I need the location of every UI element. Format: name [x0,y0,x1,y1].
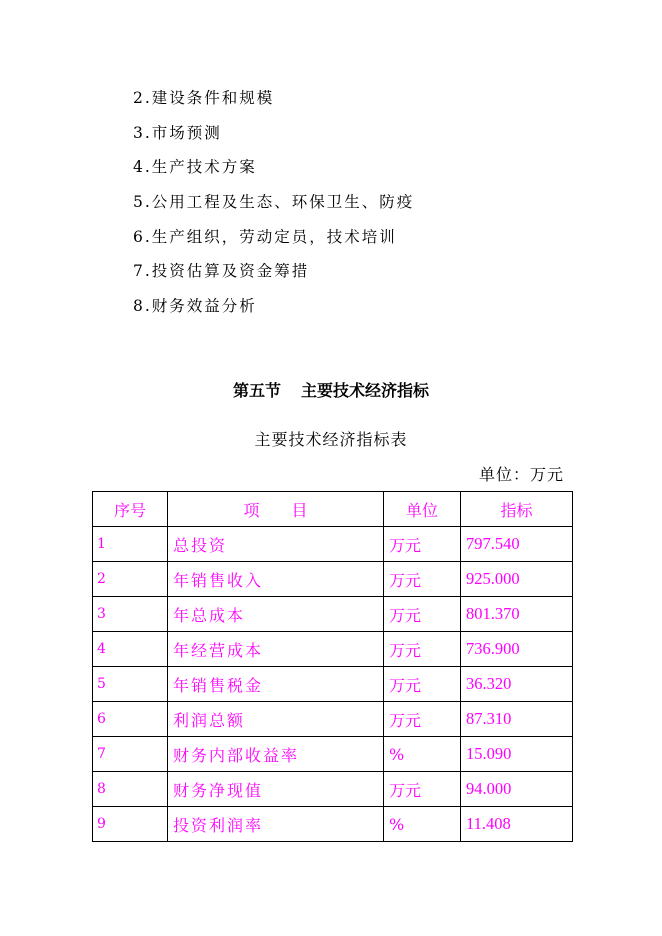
table-row [93,562,573,597]
table-header-row [93,492,573,527]
row-no: 2 [93,562,168,597]
list-item: 3.市场预测 [133,123,222,142]
row-item: 财务内部收益率 [168,737,384,772]
row-item: 年经营成本 [168,632,384,667]
outline-list [133,84,414,327]
row-value: 797.540 [461,527,573,562]
row-no: 8 [93,772,168,807]
row-value: 15.090 [461,737,573,772]
table-row [93,597,573,632]
row-value: 94.000 [461,772,573,807]
row-item: 年总成本 [168,597,384,632]
table-row [93,632,573,667]
list-item: 6.生产组织，劳动定员，技术培训 [133,227,397,246]
row-unit: 万元 [384,772,461,807]
row-no: 7 [93,737,168,772]
table-row [93,737,573,772]
row-no: 9 [93,807,168,842]
list-item: 4.生产技术方案 [133,158,257,177]
row-no: 4 [93,632,168,667]
header-item: 项 目 [168,492,384,527]
row-item: 总投资 [168,527,384,562]
row-no: 6 [93,702,168,737]
row-unit: 万元 [384,667,461,702]
table-row [93,667,573,702]
row-item: 投资利润率 [168,807,384,842]
row-value: 11.408 [461,807,573,842]
header-no: 序号 [93,492,168,527]
table-row [93,772,573,807]
header-unit: 单位 [384,492,461,527]
section-title: 主要技术经济指标 [301,381,430,400]
row-no: 5 [93,667,168,702]
table-title: 主要技术经济指标表 [254,430,408,449]
table-row [93,527,573,562]
row-no: 1 [93,527,168,562]
row-unit: 万元 [384,597,461,632]
row-no: 3 [93,597,168,632]
unit-note: 单位：万元 [478,465,564,484]
row-unit: % [384,737,461,772]
row-unit: 万元 [384,632,461,667]
list-item: 8.财务效益分析 [133,297,257,316]
row-item: 财务净现值 [168,772,384,807]
section-heading [0,378,662,401]
row-value: 36.320 [461,667,573,702]
row-value: 925.000 [461,562,573,597]
section-number: 第五节 [232,381,281,400]
row-value: 87.310 [461,702,573,737]
row-item: 利润总额 [168,702,384,737]
list-item: 5.公用工程及生态、环保卫生、防疫 [133,193,415,212]
row-unit: % [384,807,461,842]
row-value: 801.370 [461,597,573,632]
header-value: 指标 [461,492,573,527]
table-row [93,807,573,842]
row-unit: 万元 [384,702,461,737]
list-item: 2.建设条件和规模 [133,89,275,107]
row-unit: 万元 [384,562,461,597]
indicators-table [92,491,573,842]
row-unit: 万元 [384,527,461,562]
list-item: 7.投资估算及资金筹措 [133,262,310,281]
row-item: 年销售收入 [168,562,384,597]
table-row [93,702,573,737]
row-value: 736.900 [461,632,573,667]
row-item: 年销售税金 [168,667,384,702]
